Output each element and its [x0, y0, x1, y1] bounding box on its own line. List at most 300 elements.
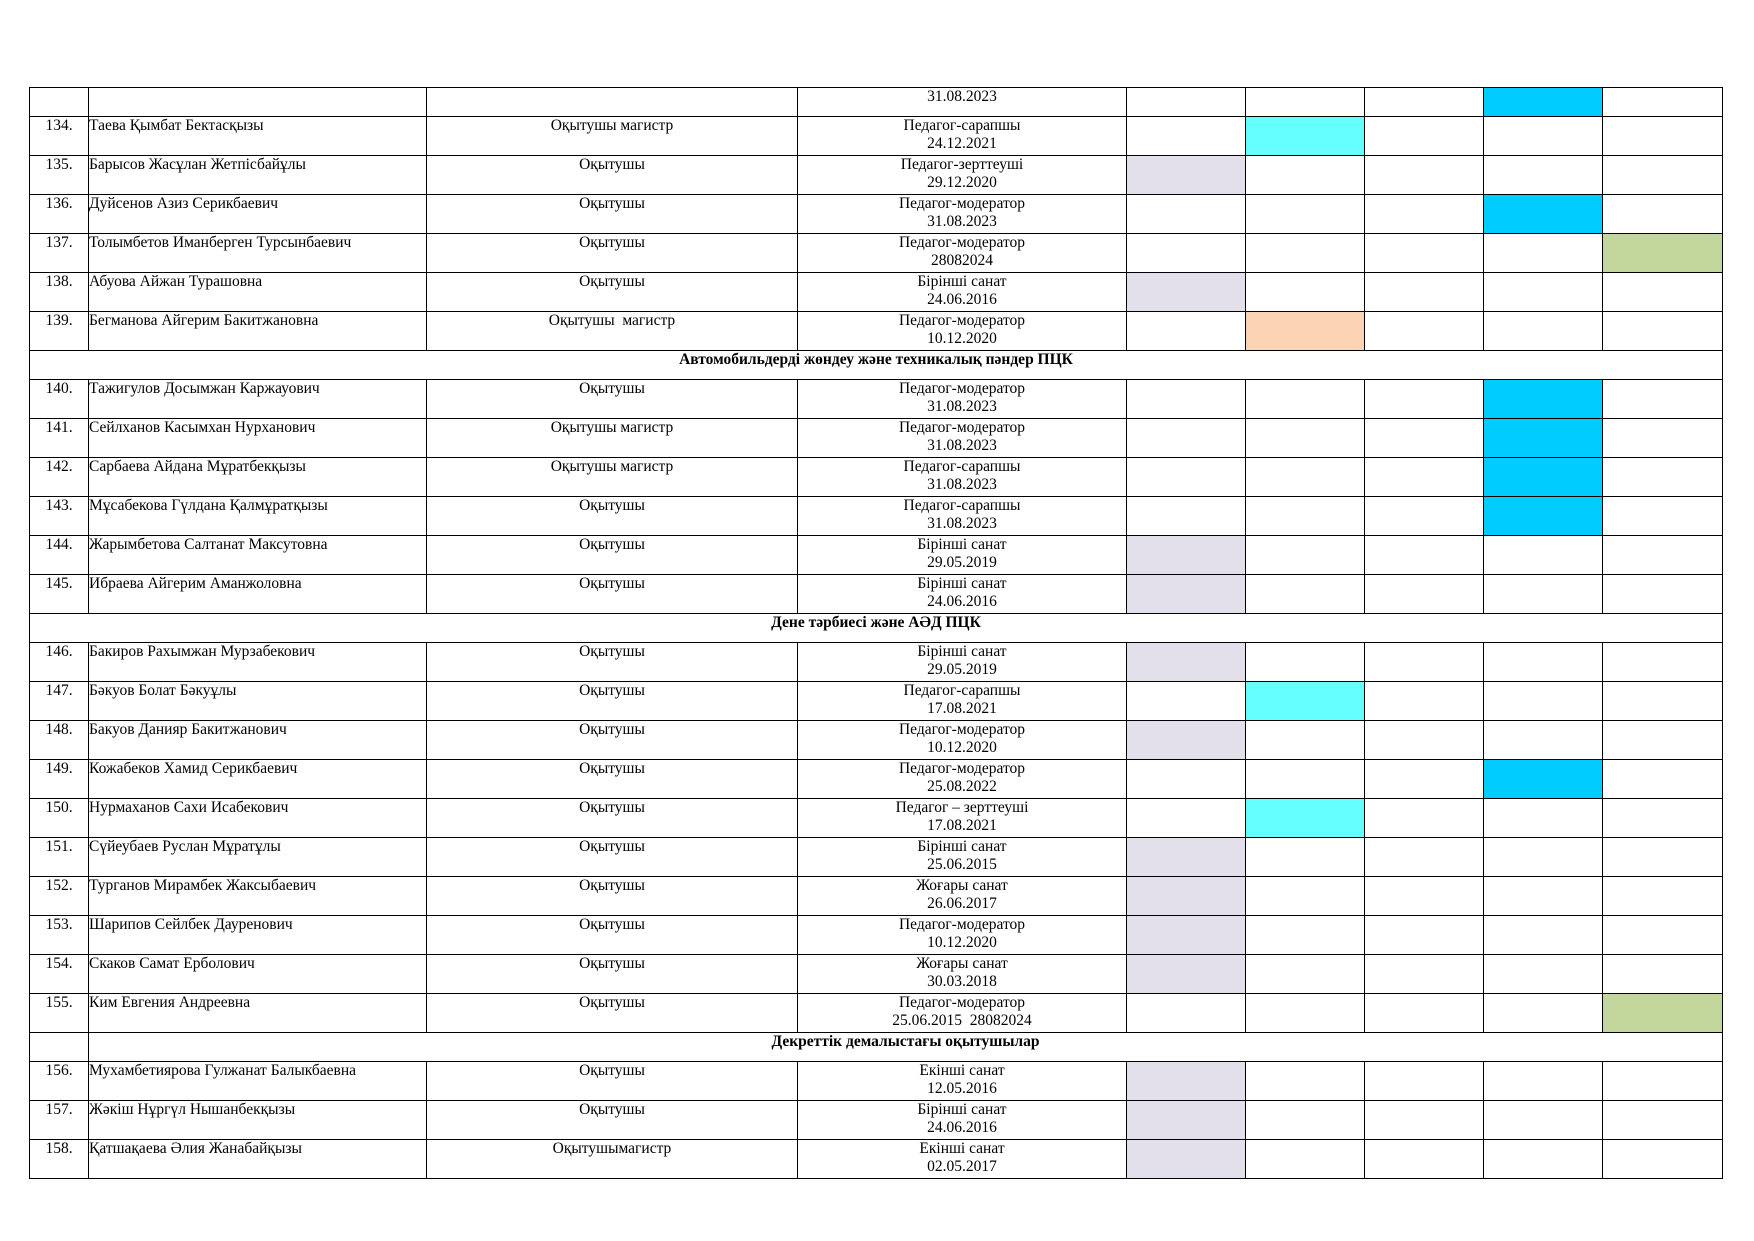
full-name: Сарбаева Айдана Мұратбекқызы: [89, 458, 427, 497]
table-row: [30, 721, 1723, 760]
full-name: Мухамбетиярова Гулжанат Балыкбаевна: [89, 1062, 427, 1101]
category-title: Бірінші санат: [917, 643, 1007, 660]
position: Оқытушы: [427, 497, 798, 536]
category-date: 17.08.2021: [927, 817, 997, 834]
marker-cell-2: [1246, 312, 1365, 351]
row-number: 154.: [30, 955, 89, 994]
table-row: [30, 682, 1723, 721]
marker-cell-3: [1365, 994, 1484, 1033]
category-title: Педагог-сарапшы: [903, 682, 1021, 699]
full-name: Кожабеков Хамид Серикбаевич: [89, 760, 427, 799]
category: [798, 497, 1127, 536]
row-number: 139.: [30, 312, 89, 351]
full-name: Сүйеубаев Руслан Мұратұлы: [89, 838, 427, 877]
section-title: Декреттік демалыстағы оқытушылар: [89, 1033, 1723, 1062]
marker-cell-5: [1603, 88, 1723, 117]
table-row: [30, 156, 1723, 195]
category-date: 17.08.2021: [927, 700, 997, 717]
marker-cell-4: [1484, 877, 1603, 916]
row-number-cell: [30, 88, 89, 117]
full-name: Барысов Жасұлан Жетпісбайұлы: [89, 156, 427, 195]
row-number-cell: [30, 1033, 89, 1062]
marker-cell-5: [1603, 380, 1723, 419]
category-title: Педагог-модератор: [898, 721, 1026, 738]
marker-cell-1: [1127, 117, 1246, 156]
full-name: Жәкіш Нұргүл Нышанбекқызы: [89, 1101, 427, 1140]
table-row: [30, 117, 1723, 156]
marker-cell-2: [1246, 273, 1365, 312]
marker-cell-5: [1603, 195, 1723, 234]
marker-cell-3: [1365, 536, 1484, 575]
category-title: Жоғары санат: [916, 877, 1008, 894]
marker-cell-4: [1484, 312, 1603, 351]
marker-cell-4: [1484, 682, 1603, 721]
marker-cell-1: [1127, 273, 1246, 312]
row-number: 148.: [30, 721, 89, 760]
category-date: 25.08.2022: [927, 778, 997, 795]
marker-cell-2: [1246, 497, 1365, 536]
category-title: Педагог-модератор: [898, 195, 1026, 212]
category-title: Педагог – зерттеуші: [895, 799, 1029, 816]
full-name: Қатшақаева Әлия Жанабайқызы: [89, 1140, 427, 1179]
category-title: Педагог-сарапшы: [903, 458, 1021, 475]
position: Оқытушы: [427, 273, 798, 312]
position: Оқытушы магистр: [427, 419, 798, 458]
category: [798, 877, 1127, 916]
row-number: 144.: [30, 536, 89, 575]
category: [798, 458, 1127, 497]
marker-cell-4: [1484, 536, 1603, 575]
marker-cell-2: [1246, 88, 1365, 117]
row-number: 150.: [30, 799, 89, 838]
category-date: 24.06.2016: [927, 291, 997, 308]
marker-cell-1: [1127, 88, 1246, 117]
position: Оқытушы: [427, 380, 798, 419]
full-name: Бакиров Рахымжан Мурзабекович: [89, 643, 427, 682]
table-row: [30, 1140, 1723, 1179]
category-date: 29.05.2019: [927, 554, 997, 571]
category: [798, 312, 1127, 351]
row-number: 157.: [30, 1101, 89, 1140]
marker-cell-1: [1127, 643, 1246, 682]
marker-cell-5: [1603, 1062, 1723, 1101]
marker-cell-2: [1246, 838, 1365, 877]
marker-cell-1: [1127, 760, 1246, 799]
category-date: 24.12.2021: [927, 135, 997, 152]
marker-cell-2: [1246, 536, 1365, 575]
marker-cell-5: [1603, 760, 1723, 799]
full-name: Шарипов Сейлбек Дауренович: [89, 916, 427, 955]
row-number: 138.: [30, 273, 89, 312]
marker-cell-4: [1484, 156, 1603, 195]
category-date: 29.12.2020: [927, 174, 997, 191]
table-row: [30, 1101, 1723, 1140]
section-title: Дене тәрбиесі және АӘД ПЦК: [30, 614, 1723, 643]
position: Оқытушы: [427, 877, 798, 916]
position: Оқытушы: [427, 799, 798, 838]
marker-cell-3: [1365, 916, 1484, 955]
category-date: 12.05.2016: [927, 1080, 997, 1097]
marker-cell-1: [1127, 458, 1246, 497]
table-row: [30, 575, 1723, 614]
marker-cell-1: [1127, 380, 1246, 419]
marker-cell-2: [1246, 575, 1365, 614]
category-title: Екінші санат: [919, 1140, 1005, 1157]
position: Оқытушы: [427, 195, 798, 234]
marker-cell-2: [1246, 682, 1365, 721]
marker-cell-2: [1246, 760, 1365, 799]
marker-cell-1: [1127, 994, 1246, 1033]
marker-cell-4: [1484, 380, 1603, 419]
marker-cell-3: [1365, 380, 1484, 419]
category-date: 31.08.2023: [927, 476, 997, 493]
marker-cell-1: [1127, 1062, 1246, 1101]
marker-cell-2: [1246, 643, 1365, 682]
row-number: 135.: [30, 156, 89, 195]
category-date: 26.06.2017: [927, 895, 997, 912]
marker-cell-3: [1365, 419, 1484, 458]
marker-cell-4: [1484, 721, 1603, 760]
position: Оқытушы: [427, 643, 798, 682]
row-number: 147.: [30, 682, 89, 721]
marker-cell-5: [1603, 916, 1723, 955]
full-name: Турганов Мирамбек Жаксыбаевич: [89, 877, 427, 916]
category: [798, 536, 1127, 575]
table-row: [30, 916, 1723, 955]
category-date: 25.06.2015: [927, 856, 997, 873]
category-title: Педагог-модератор: [898, 312, 1026, 329]
table-row: [30, 643, 1723, 682]
table-row: [30, 234, 1723, 273]
category: [798, 234, 1127, 273]
category-cell: [798, 88, 1127, 117]
marker-cell-5: [1603, 1140, 1723, 1179]
category: [798, 838, 1127, 877]
marker-cell-3: [1365, 1140, 1484, 1179]
marker-cell-2: [1246, 1062, 1365, 1101]
marker-cell-5: [1603, 799, 1723, 838]
marker-cell-2: [1246, 994, 1365, 1033]
table-row-continued: [30, 88, 1723, 117]
full-name: Абуова Айжан Турашовна: [89, 273, 427, 312]
marker-cell-4: [1484, 1101, 1603, 1140]
category-date: 31.08.2023: [927, 515, 997, 532]
marker-cell-3: [1365, 458, 1484, 497]
marker-cell-2: [1246, 195, 1365, 234]
marker-cell-3: [1365, 234, 1484, 273]
position: Оқытушымагистр: [427, 1140, 798, 1179]
marker-cell-2: [1246, 955, 1365, 994]
category: [798, 195, 1127, 234]
row-number: 155.: [30, 994, 89, 1033]
category: [798, 721, 1127, 760]
position: Оқытушы: [427, 721, 798, 760]
section-header-row: [30, 351, 1723, 380]
marker-cell-1: [1127, 1101, 1246, 1140]
marker-cell-1: [1127, 497, 1246, 536]
marker-cell-1: [1127, 234, 1246, 273]
position-cell: [427, 88, 798, 117]
marker-cell-2: [1246, 721, 1365, 760]
marker-cell-5: [1603, 838, 1723, 877]
marker-cell-2: [1246, 799, 1365, 838]
marker-cell-1: [1127, 838, 1246, 877]
category-title: Педагог-модератор: [898, 916, 1026, 933]
marker-cell-5: [1603, 458, 1723, 497]
table-row: [30, 760, 1723, 799]
marker-cell-4: [1484, 497, 1603, 536]
marker-cell-3: [1365, 117, 1484, 156]
marker-cell-5: [1603, 1101, 1723, 1140]
category: [798, 643, 1127, 682]
marker-cell-1: [1127, 536, 1246, 575]
marker-cell-3: [1365, 643, 1484, 682]
marker-cell-4: [1484, 195, 1603, 234]
table-row: [30, 877, 1723, 916]
row-number: 140.: [30, 380, 89, 419]
marker-cell-3: [1365, 760, 1484, 799]
marker-cell-3: [1365, 195, 1484, 234]
marker-cell-3: [1365, 575, 1484, 614]
marker-cell-5: [1603, 234, 1723, 273]
row-number: 137.: [30, 234, 89, 273]
category-date: 10.12.2020: [927, 934, 997, 951]
table-row: [30, 380, 1723, 419]
table-row: [30, 955, 1723, 994]
table-row: [30, 273, 1723, 312]
marker-cell-4: [1484, 799, 1603, 838]
category-title: Бірінші санат: [917, 536, 1007, 553]
marker-cell-2: [1246, 156, 1365, 195]
full-name: Скаков Самат Ерболович: [89, 955, 427, 994]
category-title: Педагог-зерттеуші: [900, 156, 1024, 173]
full-name: Бакуов Данияр Бакитжанович: [89, 721, 427, 760]
marker-cell-1: [1127, 312, 1246, 351]
marker-cell-1: [1127, 575, 1246, 614]
marker-cell-5: [1603, 682, 1723, 721]
category-date: 02.05.2017: [927, 1158, 997, 1175]
category: [798, 760, 1127, 799]
marker-cell-2: [1246, 117, 1365, 156]
table-row: [30, 994, 1723, 1033]
category-title: Екінші санат: [919, 1062, 1005, 1079]
category-title: Жоғары санат: [916, 955, 1008, 972]
marker-cell-4: [1484, 88, 1603, 117]
category: [798, 682, 1127, 721]
marker-cell-3: [1365, 497, 1484, 536]
marker-cell-4: [1484, 234, 1603, 273]
category: [798, 273, 1127, 312]
marker-cell-3: [1365, 682, 1484, 721]
marker-cell-5: [1603, 156, 1723, 195]
full-name: Бәкуов Болат Бәкуұлы: [89, 682, 427, 721]
category-title: Бірінші санат: [917, 838, 1007, 855]
row-number: 134.: [30, 117, 89, 156]
marker-cell-4: [1484, 575, 1603, 614]
category-date: 31.08.2023: [927, 398, 997, 415]
marker-cell-5: [1603, 419, 1723, 458]
full-name: Ким Евгения Андреевна: [89, 994, 427, 1033]
category: [798, 1062, 1127, 1101]
position: Оқытушы: [427, 838, 798, 877]
table-row: [30, 497, 1723, 536]
category: [798, 994, 1127, 1033]
category: [798, 955, 1127, 994]
position: Оқытушы магистр: [427, 117, 798, 156]
marker-cell-3: [1365, 156, 1484, 195]
category-date: 10.12.2020: [927, 739, 997, 756]
position: Оқытушы: [427, 234, 798, 273]
row-number: 145.: [30, 575, 89, 614]
marker-cell-5: [1603, 117, 1723, 156]
category-title: Педагог-модератор: [898, 419, 1026, 436]
category-title: Бірінші санат: [917, 1101, 1007, 1118]
position: Оқытушы: [427, 575, 798, 614]
category-date: 28082024: [931, 252, 993, 269]
marker-cell-2: [1246, 877, 1365, 916]
category: [798, 1101, 1127, 1140]
marker-cell-4: [1484, 994, 1603, 1033]
category-date: 30.03.2018: [927, 973, 997, 990]
marker-cell-3: [1365, 799, 1484, 838]
row-number: 143.: [30, 497, 89, 536]
table-row: [30, 458, 1723, 497]
position: Оқытушы магистр: [427, 312, 798, 351]
category-title: Педагог-модератор: [898, 234, 1026, 251]
category-date: 31.08.2023: [927, 88, 997, 105]
marker-cell-2: [1246, 234, 1365, 273]
marker-cell-5: [1603, 536, 1723, 575]
marker-cell-1: [1127, 721, 1246, 760]
category-title: Бірінші санат: [917, 575, 1007, 592]
category-title: Педагог-сарапшы: [903, 117, 1021, 134]
full-name-cell: [89, 88, 427, 117]
row-number: 142.: [30, 458, 89, 497]
row-number: 151.: [30, 838, 89, 877]
marker-cell-2: [1246, 458, 1365, 497]
marker-cell-4: [1484, 916, 1603, 955]
marker-cell-2: [1246, 1140, 1365, 1179]
marker-cell-4: [1484, 1062, 1603, 1101]
position: Оқытушы: [427, 1062, 798, 1101]
marker-cell-4: [1484, 760, 1603, 799]
marker-cell-5: [1603, 721, 1723, 760]
full-name: Дуйсенов Азиз Серикбаевич: [89, 195, 427, 234]
category-title: Педагог-сарапшы: [903, 497, 1021, 514]
marker-cell-5: [1603, 877, 1723, 916]
marker-cell-1: [1127, 419, 1246, 458]
category-date: 24.06.2016: [927, 593, 997, 610]
table-row: [30, 195, 1723, 234]
marker-cell-3: [1365, 1062, 1484, 1101]
marker-cell-4: [1484, 273, 1603, 312]
section-header-row: [30, 614, 1723, 643]
section-title: Автомобильдерді жөндеу және техникалық пәндер ПЦК: [30, 351, 1723, 380]
row-number: 158.: [30, 1140, 89, 1179]
marker-cell-2: [1246, 916, 1365, 955]
row-number: 153.: [30, 916, 89, 955]
marker-cell-5: [1603, 643, 1723, 682]
position: Оқытушы: [427, 1101, 798, 1140]
marker-cell-3: [1365, 721, 1484, 760]
category-date: 31.08.2023: [927, 437, 997, 454]
marker-cell-3: [1365, 838, 1484, 877]
category: [798, 575, 1127, 614]
table-row: [30, 799, 1723, 838]
marker-cell-1: [1127, 156, 1246, 195]
marker-cell-3: [1365, 88, 1484, 117]
marker-cell-1: [1127, 682, 1246, 721]
marker-cell-1: [1127, 877, 1246, 916]
position: Оқытушы: [427, 156, 798, 195]
category: [798, 380, 1127, 419]
category-title: Педагог-модератор: [898, 994, 1026, 1011]
marker-cell-3: [1365, 877, 1484, 916]
marker-cell-4: [1484, 117, 1603, 156]
full-name: Таева Қымбат Бектасқызы: [89, 117, 427, 156]
table-row: [30, 1062, 1723, 1101]
marker-cell-4: [1484, 1140, 1603, 1179]
row-number: 149.: [30, 760, 89, 799]
marker-cell-5: [1603, 575, 1723, 614]
category-date: 10.12.2020: [927, 330, 997, 347]
marker-cell-3: [1365, 273, 1484, 312]
full-name: Мұсабекова Гүлдана Қалмұратқызы: [89, 497, 427, 536]
marker-cell-5: [1603, 994, 1723, 1033]
full-name: Толымбетов Иманберген Турсынбаевич: [89, 234, 427, 273]
section-header-row: [30, 1033, 1723, 1062]
marker-cell-1: [1127, 195, 1246, 234]
category-date: 29.05.2019: [927, 661, 997, 678]
row-number: 156.: [30, 1062, 89, 1101]
marker-cell-2: [1246, 380, 1365, 419]
full-name: Ибраева Айгерим Аманжоловна: [89, 575, 427, 614]
marker-cell-3: [1365, 1101, 1484, 1140]
marker-cell-4: [1484, 955, 1603, 994]
category: [798, 117, 1127, 156]
marker-cell-2: [1246, 419, 1365, 458]
marker-cell-1: [1127, 1140, 1246, 1179]
category-date: 24.06.2016: [927, 1119, 997, 1136]
category: [798, 156, 1127, 195]
row-number: 152.: [30, 877, 89, 916]
position: Оқытушы: [427, 916, 798, 955]
full-name: Тажигулов Досымжан Каржауович: [89, 380, 427, 419]
full-name: Нурмаханов Сахи Исабекович: [89, 799, 427, 838]
category-title: Педагог-модератор: [898, 380, 1026, 397]
position: Оқытушы: [427, 760, 798, 799]
table-row: [30, 536, 1723, 575]
row-number: 141.: [30, 419, 89, 458]
marker-cell-1: [1127, 916, 1246, 955]
position: Оқытушы: [427, 955, 798, 994]
position: Оқытушы: [427, 682, 798, 721]
category-title: Бірінші санат: [917, 273, 1007, 290]
position: Оқытушы: [427, 536, 798, 575]
table-row: [30, 312, 1723, 351]
marker-cell-4: [1484, 419, 1603, 458]
marker-cell-5: [1603, 955, 1723, 994]
marker-cell-5: [1603, 497, 1723, 536]
marker-cell-3: [1365, 312, 1484, 351]
staff-attestation-table: [29, 87, 1723, 1179]
position: Оқытушы магистр: [427, 458, 798, 497]
category-date: 25.06.2015 28082024: [892, 1012, 1032, 1029]
marker-cell-5: [1603, 273, 1723, 312]
category: [798, 916, 1127, 955]
row-number: 136.: [30, 195, 89, 234]
category-date: 31.08.2023: [927, 213, 997, 230]
